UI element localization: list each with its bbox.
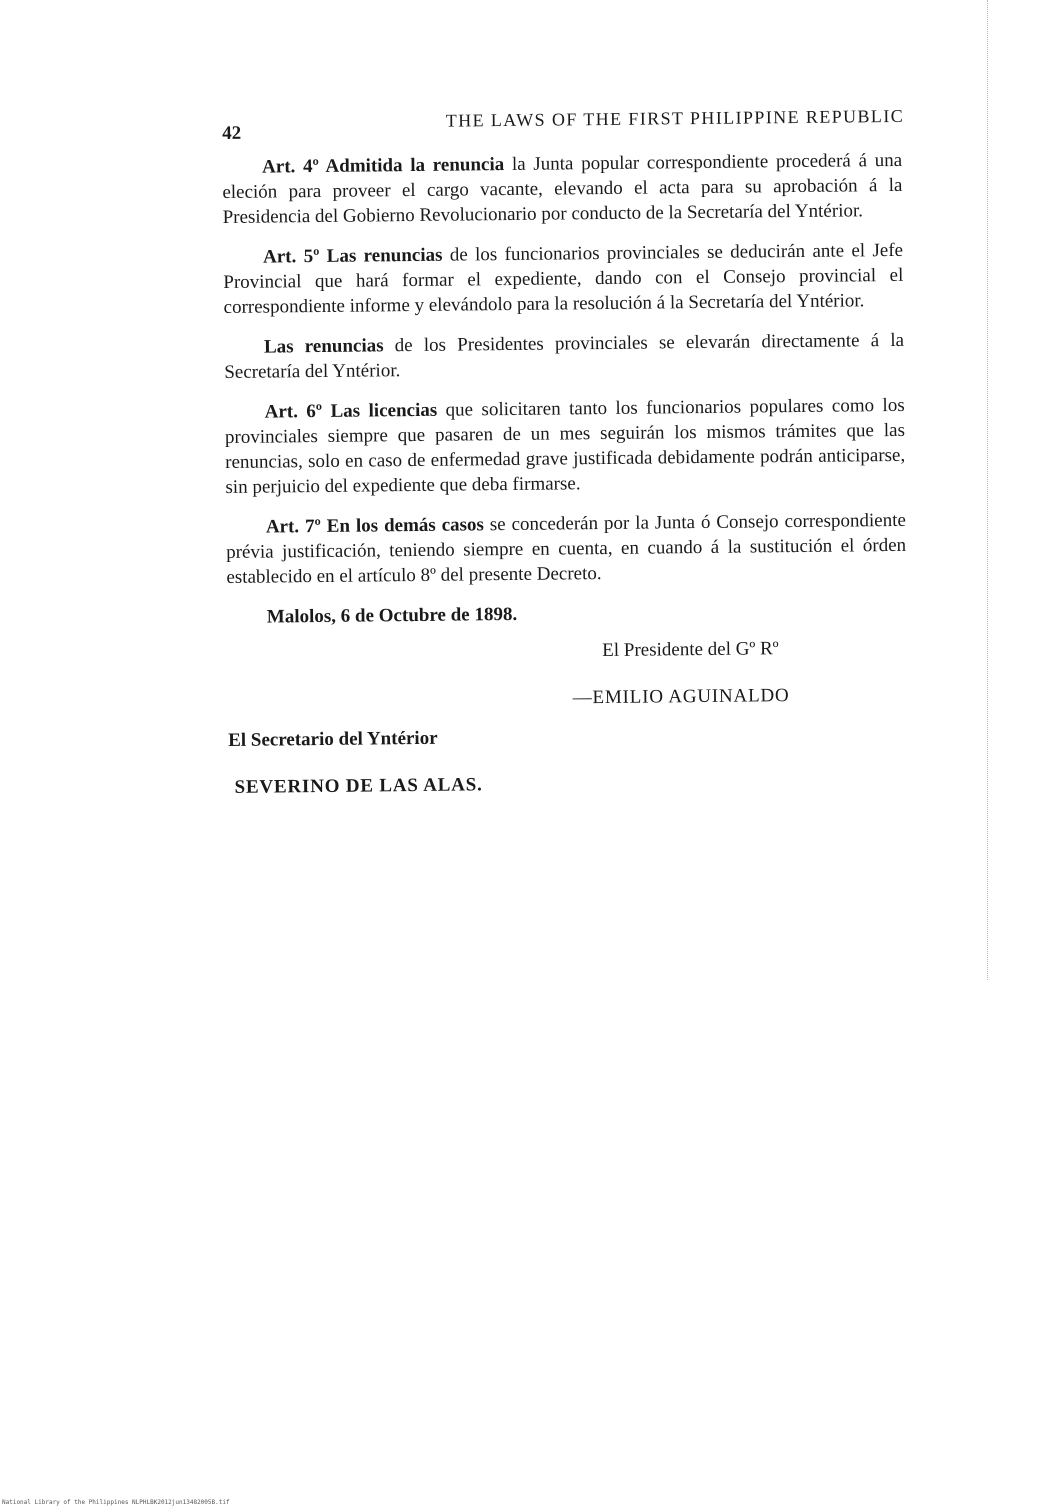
page-number: 42 bbox=[222, 122, 242, 144]
countersign-title: El Secretario del Yntérior bbox=[228, 727, 438, 751]
running-title: THE LAWS OF THE FIRST PHILIPPINE REPUBLIC bbox=[445, 105, 905, 131]
article-5-paragraph bbox=[223, 238, 904, 320]
countersign-name: SEVERINO DE LAS ALAS. bbox=[234, 774, 483, 798]
article-6-text: que solicitaren tanto los funcionarios populares como los provinciales siempre que pasaren de un mes seguirán los mismos trámites que las renuncias, solo en caso de enfermedad grave justificada debidamente podrán anticiparse, sin perjuicio del expediente que deba firmarse. bbox=[224, 394, 906, 498]
article-7-paragraph bbox=[226, 508, 907, 590]
article-4-lead: Art. 4º Admitida la renuncia bbox=[262, 154, 505, 178]
article-6-paragraph bbox=[225, 393, 906, 500]
article-4-text: la Junta popular correspondiente procederá á una eleción para proveer el cargo vacante, elevando el acta para su aprobación á la Presidencia del Gobierno Revolucionario por conducto de la Secretaría del Yntérior. bbox=[222, 149, 903, 228]
article-5-second-lead: Las renuncias bbox=[263, 335, 384, 358]
article-5-lead: Art. 5º Las renuncias bbox=[262, 244, 443, 268]
scan-edge-dots bbox=[986, 0, 988, 980]
signature-name: —EMILIO AGUINALDO bbox=[572, 685, 790, 709]
footer-note: National Library of the Philippines NLPHLBK2012jun13482005B.tif bbox=[2, 1499, 230, 1506]
body-text bbox=[222, 148, 909, 800]
dateline: Malolos, 6 de Octubre de 1898. bbox=[266, 603, 518, 628]
article-5-text: de los funcionarios provinciales se deducirán ante el Jefe Provincial que hará formar el expediente, dando con el Consejo provincial el correspondiente informe y elevándolo para la resolución á la Secretaría del Yntérior. bbox=[223, 239, 904, 318]
page-header bbox=[222, 106, 904, 143]
signature-title: El Presidente del Gº Rº bbox=[602, 638, 779, 662]
article-4-paragraph bbox=[222, 148, 903, 230]
article-5-second-text: de los Presidentes provinciales se elevarán directamente á la Secretaría del Yntérior. bbox=[224, 329, 905, 383]
article-7-lead: Art. 7º En los demás casos bbox=[265, 514, 484, 538]
article-5-second-paragraph bbox=[224, 328, 904, 385]
article-6-lead: Art. 6º Las licencias bbox=[264, 399, 438, 423]
article-7-text: se concederán por la Junta ó Consejo correspondiente prévia justificación, teniendo siempre en cuenta, en cuando á la sustitución el órden establecido en el artículo 8º del presente Decreto. bbox=[226, 509, 907, 588]
